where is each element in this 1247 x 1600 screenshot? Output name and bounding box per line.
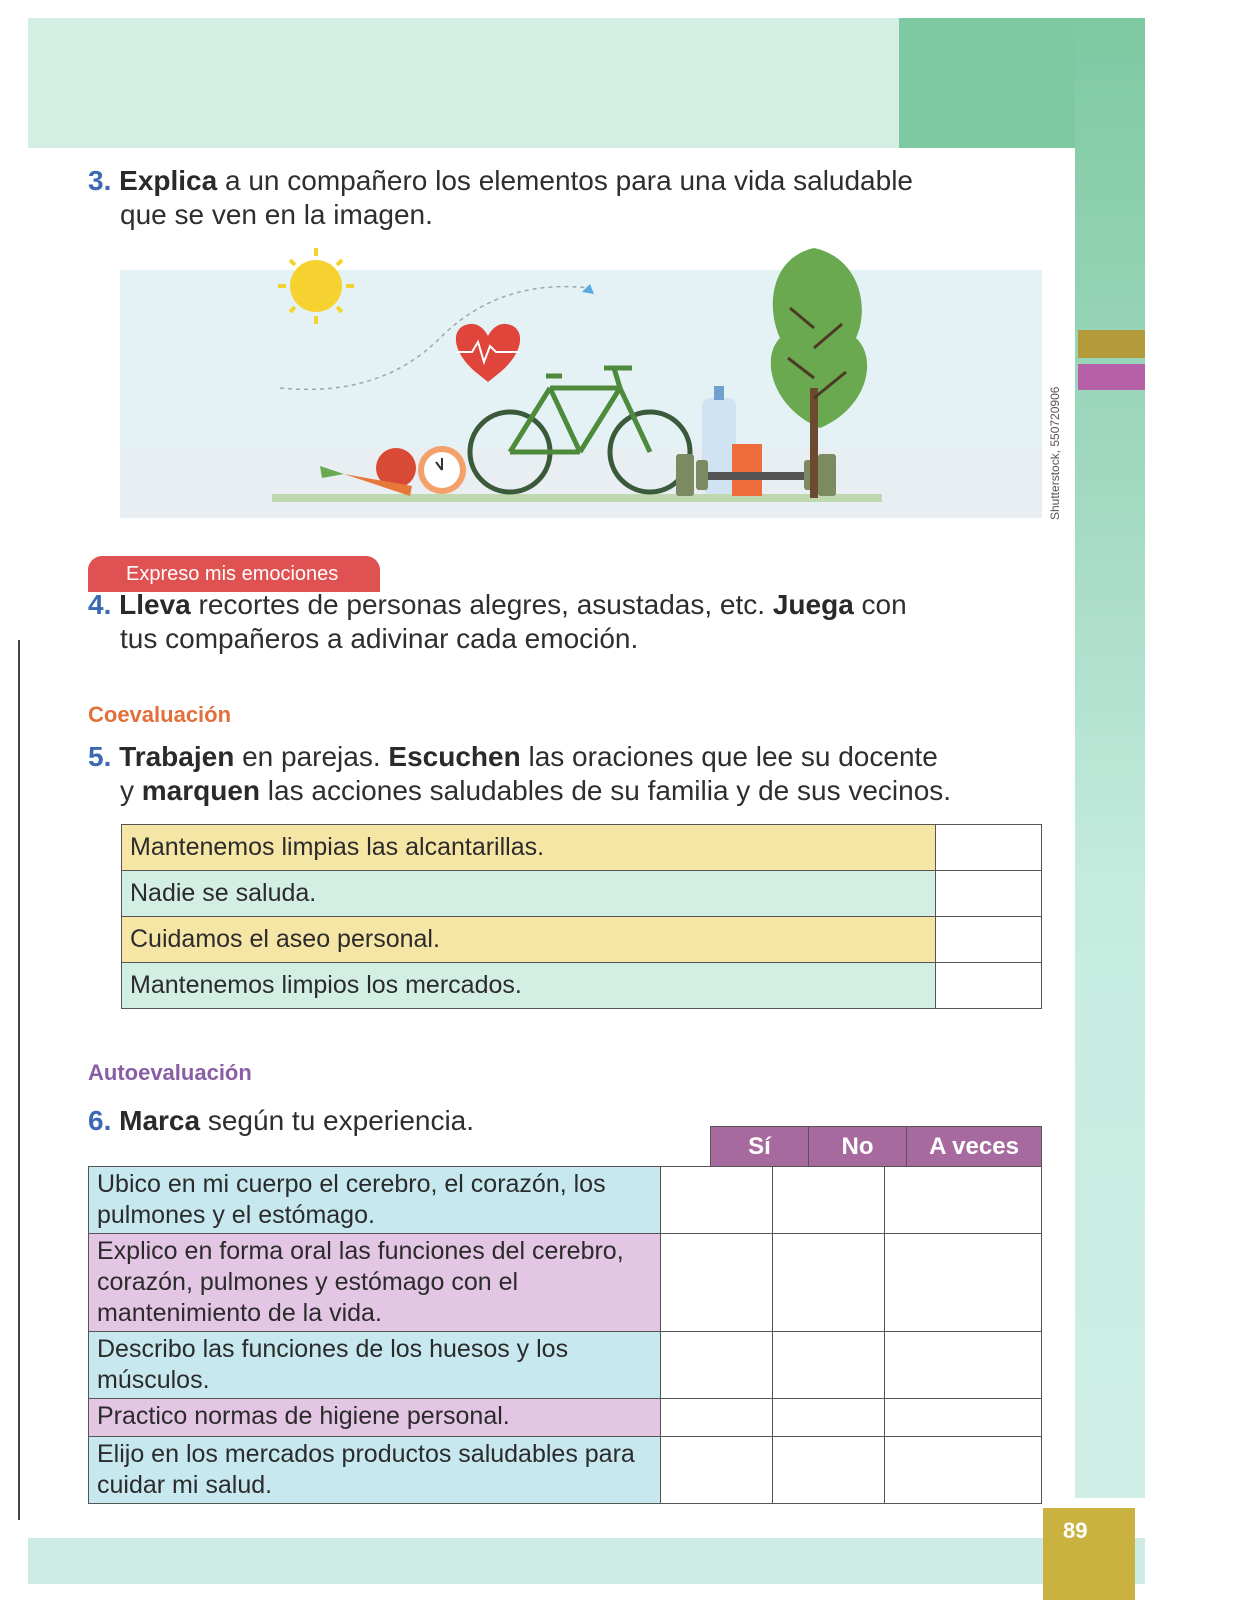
healthy-life-illustration (120, 248, 1042, 518)
question-text: recortes de personas alegres, asustadas, etc. (190, 589, 773, 620)
question-text: con (853, 589, 907, 620)
check-cell[interactable] (885, 1437, 1042, 1504)
statement-cell: Mantenemos limpios los mercados. (122, 963, 936, 1009)
statement-cell: Explico en forma oral las funciones del cerebro, corazón, pulmones y estómago con el mantenimiento de la vida. (89, 1234, 661, 1332)
verb: Explica (119, 165, 218, 196)
table-row (122, 963, 1042, 1009)
table-row (122, 917, 1042, 963)
check-cell[interactable] (661, 1332, 773, 1399)
check-cell[interactable] (773, 1167, 885, 1234)
image-credit: Shutterstock, 550720906 (1048, 386, 1062, 520)
question-text-line2 (88, 774, 951, 808)
check-cell[interactable] (936, 871, 1042, 917)
table-row (122, 825, 1042, 871)
olive-marker (1078, 330, 1145, 358)
binding-line (18, 640, 20, 1520)
section-label-emotions: Expreso mis emociones (88, 556, 380, 592)
statement-cell: Ubico en mi cuerpo el cerebro, el corazón, los pulmones y el estómago. (89, 1167, 661, 1234)
clock-icon (418, 446, 466, 494)
statement-cell: Mantenemos limpias las alcantarillas. (122, 825, 936, 871)
statement-cell: Describo las funciones de los huesos y los músculos. (89, 1332, 661, 1399)
table-row (122, 871, 1042, 917)
check-cell[interactable] (773, 1332, 885, 1399)
statement-cell: Practico normas de higiene personal. (89, 1399, 661, 1437)
table-row (89, 1437, 1042, 1504)
check-cell[interactable] (661, 1399, 773, 1437)
statement-cell: Elijo en los mercados productos saludables para cuidar mi salud. (89, 1437, 661, 1504)
bottle-cap (714, 386, 724, 400)
right-margin-band (1075, 18, 1145, 1498)
question-text-line2: tus compañeros a adivinar cada emoción. (120, 623, 639, 654)
bottom-band (28, 1538, 1145, 1584)
question-3 (88, 164, 913, 232)
statement-cell: Cuidamos el aseo personal. (122, 917, 936, 963)
question-4 (88, 588, 907, 656)
question-number: 4. (88, 589, 112, 620)
question-text: según tu experiencia. (200, 1105, 475, 1136)
check-cell[interactable] (885, 1234, 1042, 1332)
check-cell[interactable] (773, 1437, 885, 1504)
check-cell[interactable] (936, 963, 1042, 1009)
check-cell[interactable] (885, 1332, 1042, 1399)
header-no: No (809, 1127, 907, 1168)
question-text-line2: que se ven en la imagen. (120, 199, 433, 230)
check-cell[interactable] (661, 1234, 773, 1332)
table-row (89, 1167, 1042, 1234)
verb: Juega (772, 589, 854, 620)
ground (272, 494, 882, 502)
text: y (120, 775, 142, 806)
page-number: 89 (1043, 1508, 1135, 1600)
check-cell[interactable] (936, 825, 1042, 871)
question-5 (88, 740, 951, 808)
check-cell[interactable] (773, 1399, 885, 1437)
check-cell[interactable] (936, 917, 1042, 963)
statement-cell: Nadie se saluda. (122, 871, 936, 917)
table-row (89, 1234, 1042, 1332)
table-row (89, 1399, 1042, 1437)
check-cell[interactable] (661, 1167, 773, 1234)
haze (120, 448, 1042, 518)
verb: Marca (119, 1105, 201, 1136)
self-evaluation-header (710, 1126, 1042, 1168)
section-label-self-evaluation: Autoevaluación (88, 1060, 252, 1085)
verb: Lleva (119, 589, 191, 620)
question-number: 5. (88, 741, 112, 772)
coevaluation-table (121, 824, 1042, 1009)
text: las acciones saludables de su familia y de sus vecinos. (260, 775, 952, 806)
question-number: 6. (88, 1105, 112, 1136)
question-text: las oraciones que lee su docente (520, 741, 938, 772)
header-a-veces: A veces (907, 1127, 1042, 1168)
juice-icon (732, 444, 762, 496)
table-row (89, 1332, 1042, 1399)
check-cell[interactable] (773, 1234, 885, 1332)
question-number: 3. (88, 165, 112, 196)
check-cell[interactable] (661, 1437, 773, 1504)
verb: Trabajen (119, 741, 235, 772)
question-6 (88, 1104, 474, 1138)
self-evaluation-table (88, 1166, 1042, 1504)
question-text: en parejas. (234, 741, 389, 772)
magenta-marker (1078, 364, 1145, 390)
verb: Escuchen (388, 741, 521, 772)
verb: marquen (141, 775, 261, 806)
check-cell[interactable] (885, 1399, 1042, 1437)
header-si: Sí (711, 1127, 809, 1168)
check-cell[interactable] (885, 1167, 1042, 1234)
question-text: a un compañero los elementos para una vida saludable (217, 165, 913, 196)
section-label-coevaluation: Coevaluación (88, 702, 232, 727)
